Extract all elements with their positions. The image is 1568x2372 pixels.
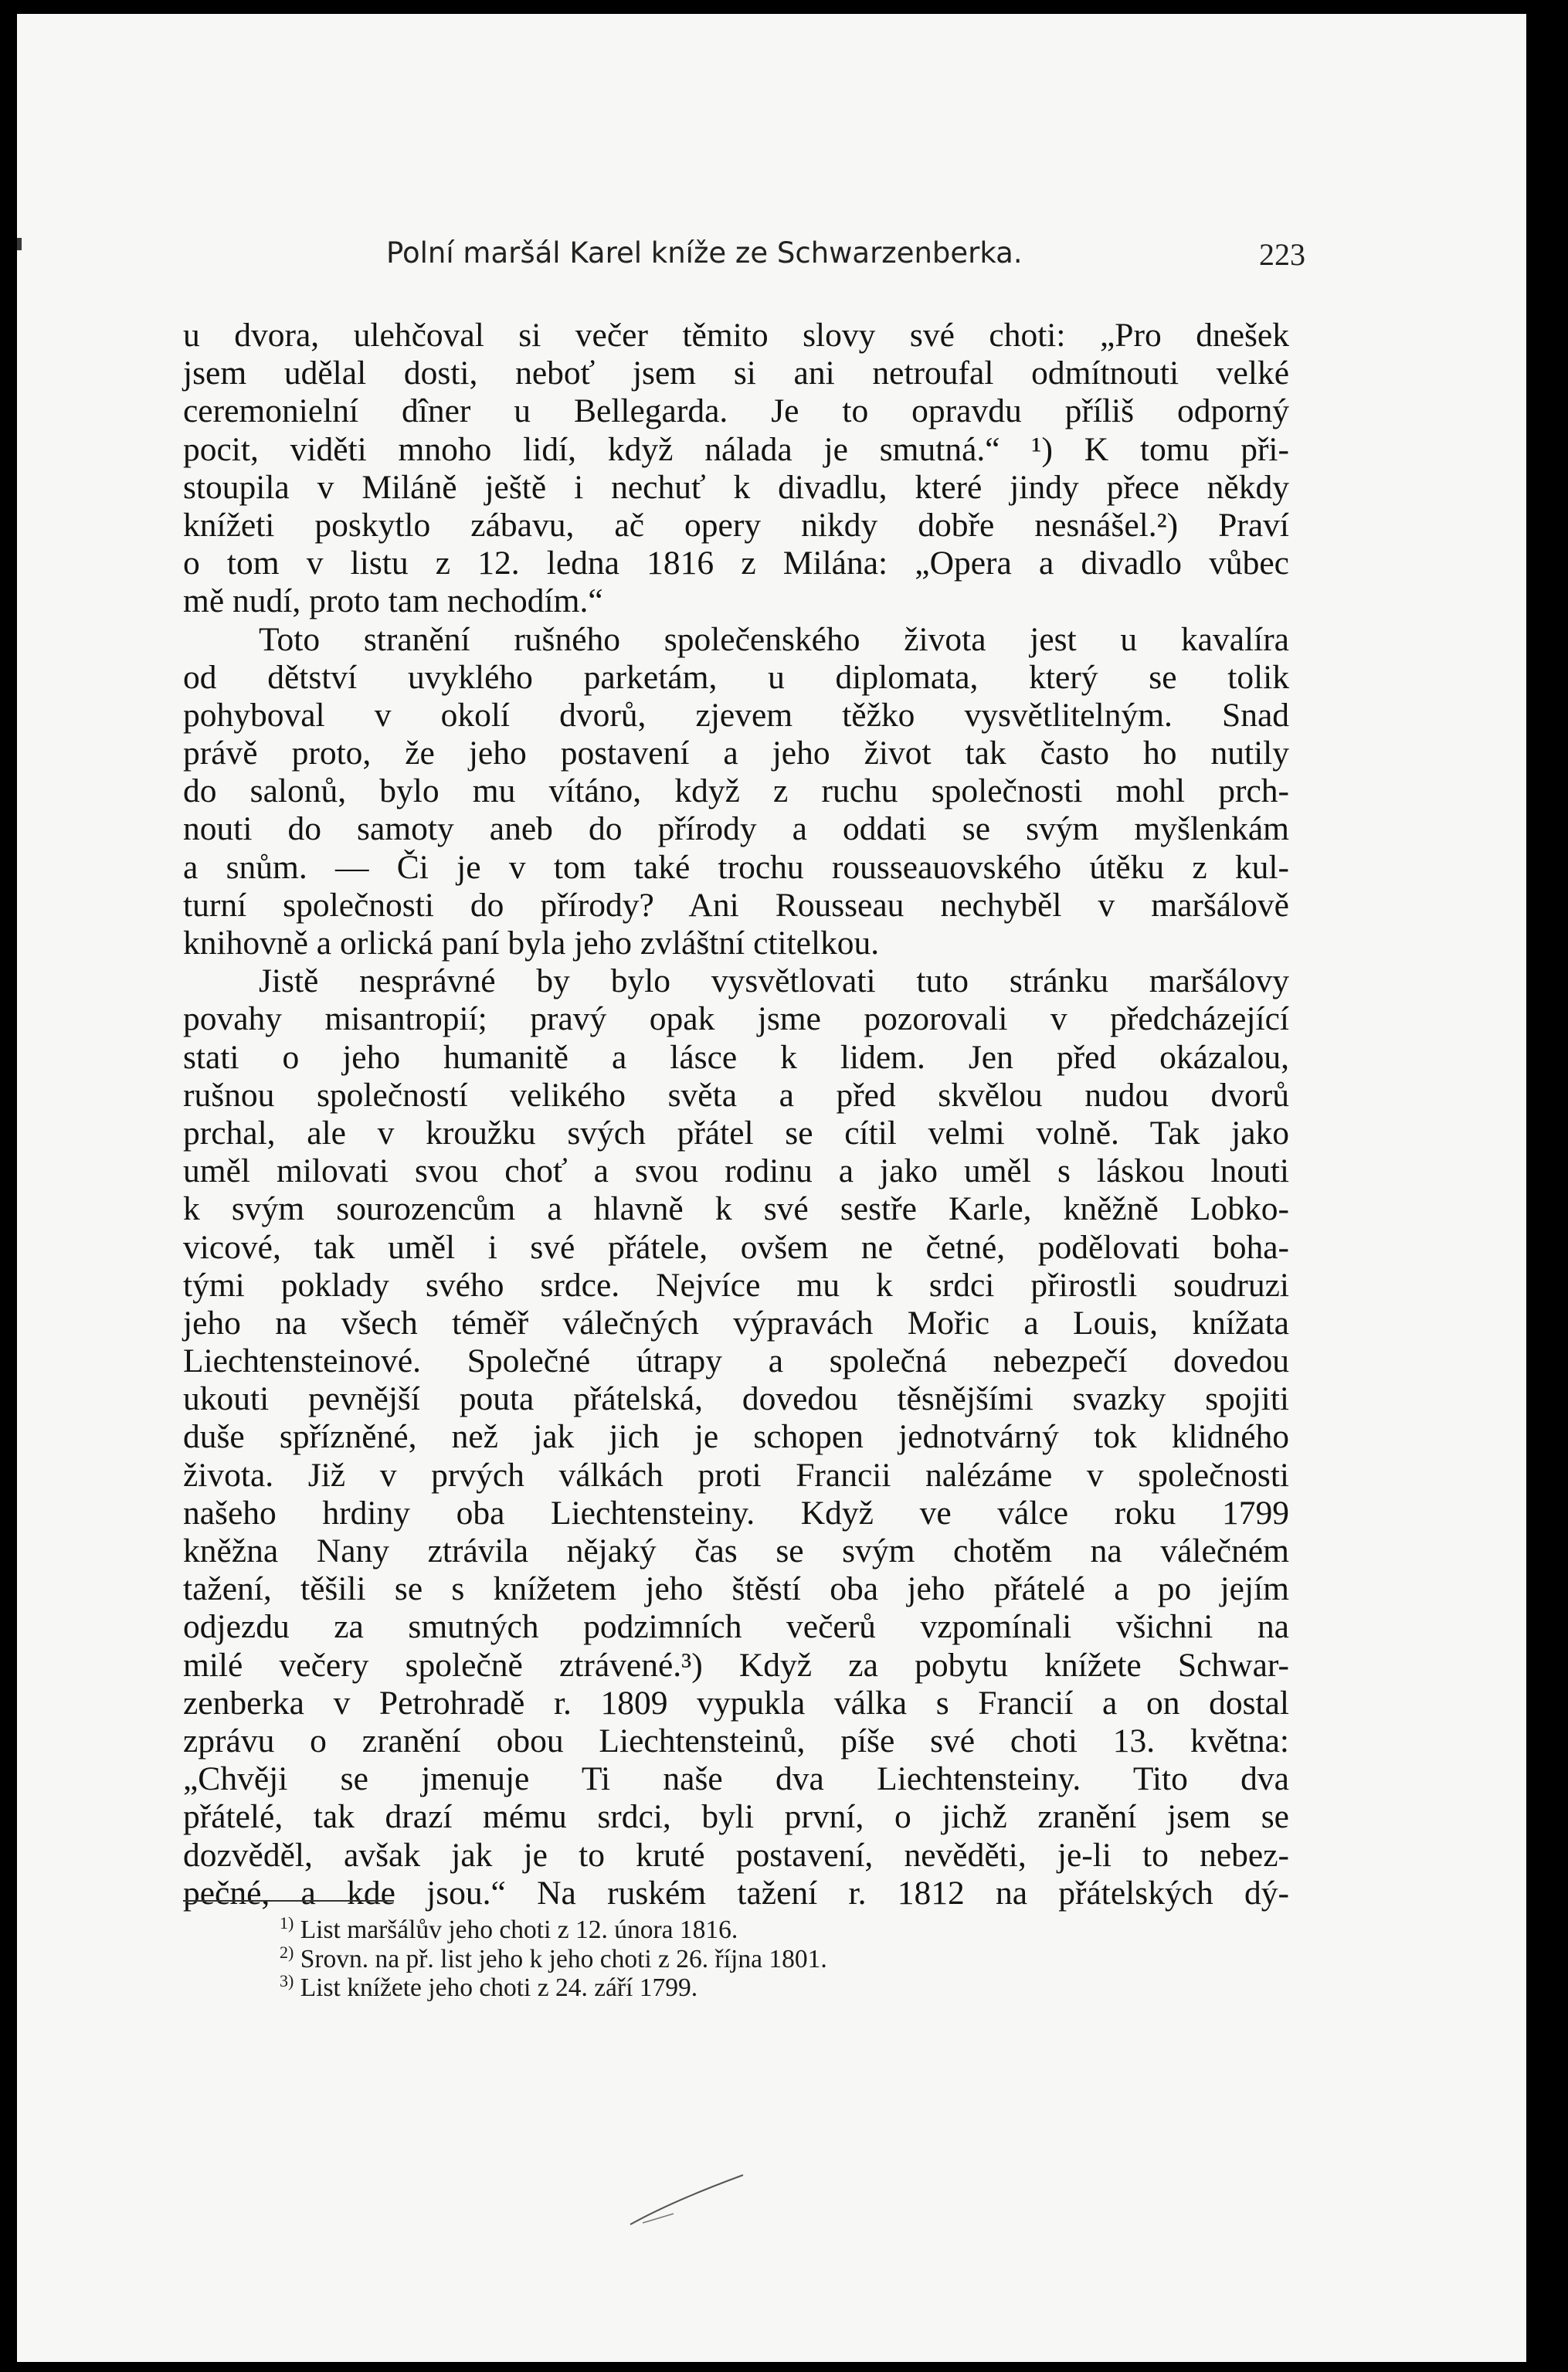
text-line: zenberka v Petrohradě r. 1809 vypukla válka s Francií a on dostal <box>183 1684 1289 1722</box>
text-line: našeho hrdiny oba Liechtensteiny. Když ve válce roku 1799 <box>183 1494 1289 1532</box>
text-line: rušnou společností velikého světa a před skvělou nudou dvorů <box>183 1076 1289 1114</box>
text-line: do salonů, bylo mu vítáno, když z ruchu společnosti mohl prch- <box>183 772 1289 810</box>
text-line: kněžna Nany ztrávila nějaký čas se svým chotěm na válečném <box>183 1532 1289 1569</box>
text-line: milé večery společně ztrávené.³) Když za pobytu knížete Schwar- <box>183 1646 1289 1684</box>
text-line: zprávu o zranění obou Liechtensteinů, píše své choti 13. května: <box>183 1722 1289 1759</box>
book-page <box>17 14 1526 2362</box>
footnotes <box>280 1912 827 2003</box>
text-line: mě nudí, proto tam nechodím.“ <box>183 582 603 620</box>
text-line: knihovně a orlická paní byla jeho zvláštní ctitelkou. <box>183 925 880 962</box>
text-line: jeho na všech téměř válečných výpravách Mořic a Louis, knížata <box>183 1304 1289 1342</box>
text-line: u dvora, ulehčoval si večer těmito slovy své choti: „Pro dnešek <box>183 317 1289 354</box>
text-line: „Chvěji se jmenuje Ti naše dva Liechtensteiny. Tito dva <box>183 1760 1289 1798</box>
text-line: tými poklady svého srdce. Nejvíce mu k srdci přirostli soudruzi <box>183 1266 1289 1304</box>
text-line: povahy misantropií; pravý opak jsme pozorovali v předcházející <box>183 1000 1289 1038</box>
text-line: Toto stranění rušného společenského života jest u kavalíra <box>259 620 1289 658</box>
text-line: turní společnosti do přírody? Ani Rousseau nechyběl v maršálově <box>183 886 1289 924</box>
text-line: od dětství uvyklého parketám, u diplomata, který se tolik <box>183 658 1289 696</box>
text-line: stati o jeho humanitě a lásce k lidem. Jen před okázalou, <box>183 1038 1289 1076</box>
text-line: tažení, těšili se s knížetem jeho štěstí oba jeho přátelé a po jejím <box>183 1570 1289 1608</box>
text-line: uměl milovati svou choť a svou rodinu a jako uměl s láskou lnouti <box>183 1152 1289 1190</box>
text-line: pohyboval v okolí dvorů, zjevem těžko vysvětlitelným. Snad <box>183 696 1289 734</box>
text-line: dozvěděl, avšak jak je to kruté postavení, nevěděti, je-li to nebez- <box>183 1836 1289 1874</box>
text-line: pečné, a kde jsou.“ Na ruském tažení r. 1812 na přátelských dý- <box>183 1874 1289 1912</box>
text-line: ukouti pevnější pouta přátelská, dovedou těsnějšími svazky spojiti <box>183 1380 1289 1418</box>
text-line: prchal, ale v kroužku svých přátel se cítil velmi volně. Tak jako <box>183 1114 1289 1152</box>
footnote-text: Srovn. na př. list jeho k jeho choti z 26. října 1801. <box>300 1944 827 1973</box>
text-line: duše spřízněné, než jak jich je schopen jednotvárný tok klidného <box>183 1418 1289 1456</box>
page-number: 223 <box>1259 237 1305 272</box>
text-line: Jistě nesprávné by bylo vysvětlovati tuto stránku maršálovy <box>259 962 1289 1000</box>
text-line: k svým sourozencům a hlavně k své sestře Karle, kněžně Lobko- <box>183 1190 1289 1228</box>
footnote <box>280 1912 827 1945</box>
body-text <box>183 317 1289 1912</box>
text-line: pocit, viděti mnoho lidí, když nálada je smutná.“ ¹) K tomu při- <box>183 430 1289 468</box>
text-line: vicové, tak uměl i své přátele, ovšem ne četné, podělovati boha- <box>183 1228 1289 1266</box>
text-line: jsem udělal dosti, neboť jsem si ani netroufal odmítnouti velké <box>183 355 1289 392</box>
text-line: právě proto, že jeho postavení a jeho život tak často ho nutily <box>183 735 1289 772</box>
text-line: knížeti poskytlo zábavu, ač opery nikdy dobře nesnášel.²) Praví <box>183 506 1289 544</box>
text-line: ceremonielní dîner u Bellegarda. Je to opravdu příliš odporný <box>183 392 1289 430</box>
text-line: života. Již v prvých válkách proti Francii nalézáme v společnosti <box>183 1456 1289 1494</box>
footnote <box>280 1970 827 2003</box>
binding-mark <box>17 238 22 250</box>
footnote-rule <box>183 1900 394 1902</box>
running-header <box>386 236 1305 280</box>
footnote-text: List maršálův jeho choti z 12. února 1816. <box>300 1916 738 1944</box>
text-line: odjezdu za smutných podzimních večerů vzpomínali všichni na <box>183 1608 1289 1646</box>
pencil-stroke-mark <box>627 2169 751 2231</box>
running-title: Polní maršál Karel kníže ze Schwarzenberka. <box>386 236 1023 270</box>
text-line: stoupila v Miláně ještě i nechuť k divadlu, které jindy přece někdy <box>183 468 1289 506</box>
text-line: nouti do samoty aneb do přírody a oddati se svým myšlenkám <box>183 810 1289 848</box>
text-line: přátelé, tak drazí mému srdci, byli první, o jichž zranění jsem se <box>183 1798 1289 1836</box>
footnote-text: List knížete jeho choti z 24. září 1799. <box>300 1973 698 2002</box>
footnote-mark: 3) <box>280 1970 294 1990</box>
footnote-mark: 1) <box>280 1912 294 1933</box>
text-line: o tom v listu z 12. ledna 1816 z Milána: „Opera a divadlo vůbec <box>183 545 1289 582</box>
text-line: a snům. — Či je v tom také trochu rousseauovského útěku z kul- <box>183 848 1289 886</box>
text-line: Liechtensteinové. Společné útrapy a společná nebezpečí dovedou <box>183 1342 1289 1380</box>
footnote <box>280 1942 827 1974</box>
footnote-mark: 2) <box>280 1942 294 1962</box>
